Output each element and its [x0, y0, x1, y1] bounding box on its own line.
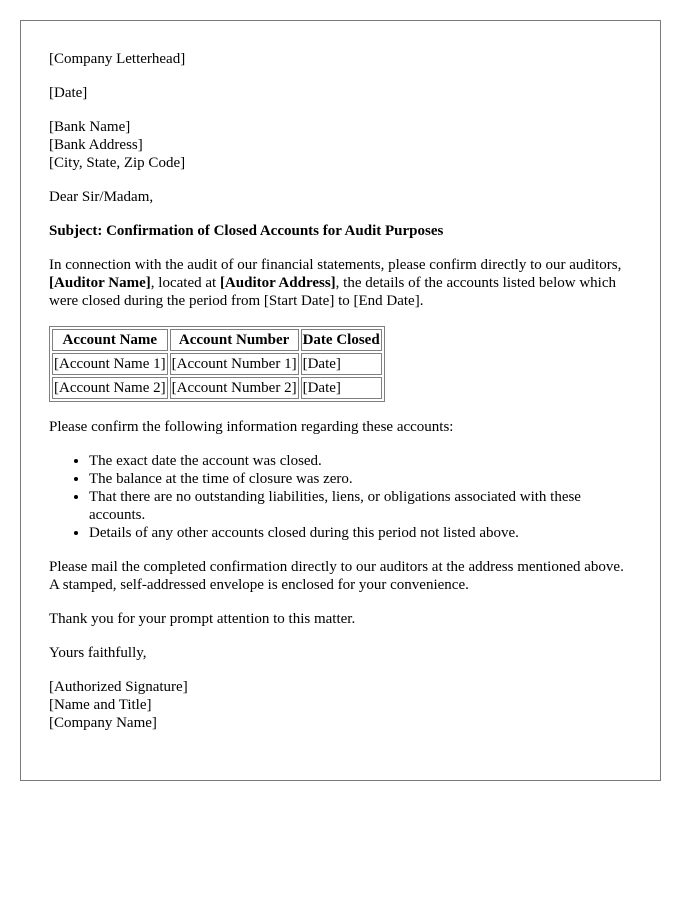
subject-line	[49, 222, 632, 240]
salutation: Dear Sir/Madam,	[49, 189, 154, 205]
auditor-name: [Auditor Name]	[49, 275, 151, 291]
list-item: • Details of any other accounts closed during this period not listed above.	[89, 524, 632, 542]
recipient-address	[49, 118, 632, 172]
company-name: [Company Name]	[49, 715, 157, 731]
cell-date-closed: [Date]	[301, 353, 382, 375]
cell-account-name: [Account Name 2]	[52, 377, 168, 399]
confirm-intro: Please confirm the following information regarding these accounts:	[49, 419, 454, 435]
city-state-zip: [City, State, Zip Code]	[49, 155, 186, 171]
header-account-number: Account Number	[170, 329, 299, 351]
intro-paragraph	[49, 256, 632, 310]
signature-block	[49, 678, 632, 732]
header-account-name: Account Name	[52, 329, 168, 351]
list-item: • The exact date the account was closed.	[89, 452, 632, 470]
mail-instructions: Please mail the completed confirmation directly to our auditors at the address mentioned above. A stamped, self-addressed envelope is enclosed for your convenience.	[49, 559, 624, 593]
letter-date: [Date]	[49, 85, 88, 101]
intro-text-2: , located at	[150, 275, 220, 291]
cell-account-number: [Account Number 1]	[170, 353, 299, 375]
bank-address: [Bank Address]	[49, 137, 143, 153]
subject-text: Subject: Confirmation of Closed Accounts for Audit Purposes	[49, 223, 444, 239]
auditor-address: [Auditor Address]	[219, 275, 336, 291]
bank-name: [Bank Name]	[49, 119, 131, 135]
closed-accounts-table	[49, 326, 385, 402]
cell-date-closed: [Date]	[301, 377, 382, 399]
confirmation-items-list	[49, 452, 632, 542]
header-date-closed: Date Closed	[301, 329, 382, 351]
confirmation-letter	[20, 20, 661, 781]
table-row	[52, 353, 382, 375]
company-letterhead: [Company Letterhead]	[49, 51, 186, 67]
thank-you-line: Thank you for your prompt attention to this matter.	[49, 611, 356, 627]
name-and-title: [Name and Title]	[49, 697, 152, 713]
authorized-signature: [Authorized Signature]	[49, 679, 188, 695]
list-item: • That there are no outstanding liabilities, liens, or obligations associated with these accounts.	[89, 488, 632, 524]
list-item: • The balance at the time of closure was zero.	[89, 470, 632, 488]
closing: Yours faithfully,	[49, 645, 147, 661]
intro-text-3: , the details of the accounts listed below which were closed during the period from [Start Date] to [End Date].	[49, 275, 616, 309]
cell-account-number: [Account Number 2]	[170, 377, 299, 399]
intro-text-1: In connection with the audit of our financial statements, please confirm directly to our auditors,	[49, 257, 622, 273]
table-header-row	[52, 329, 382, 351]
table-row	[52, 377, 382, 399]
cell-account-name: [Account Name 1]	[52, 353, 168, 375]
